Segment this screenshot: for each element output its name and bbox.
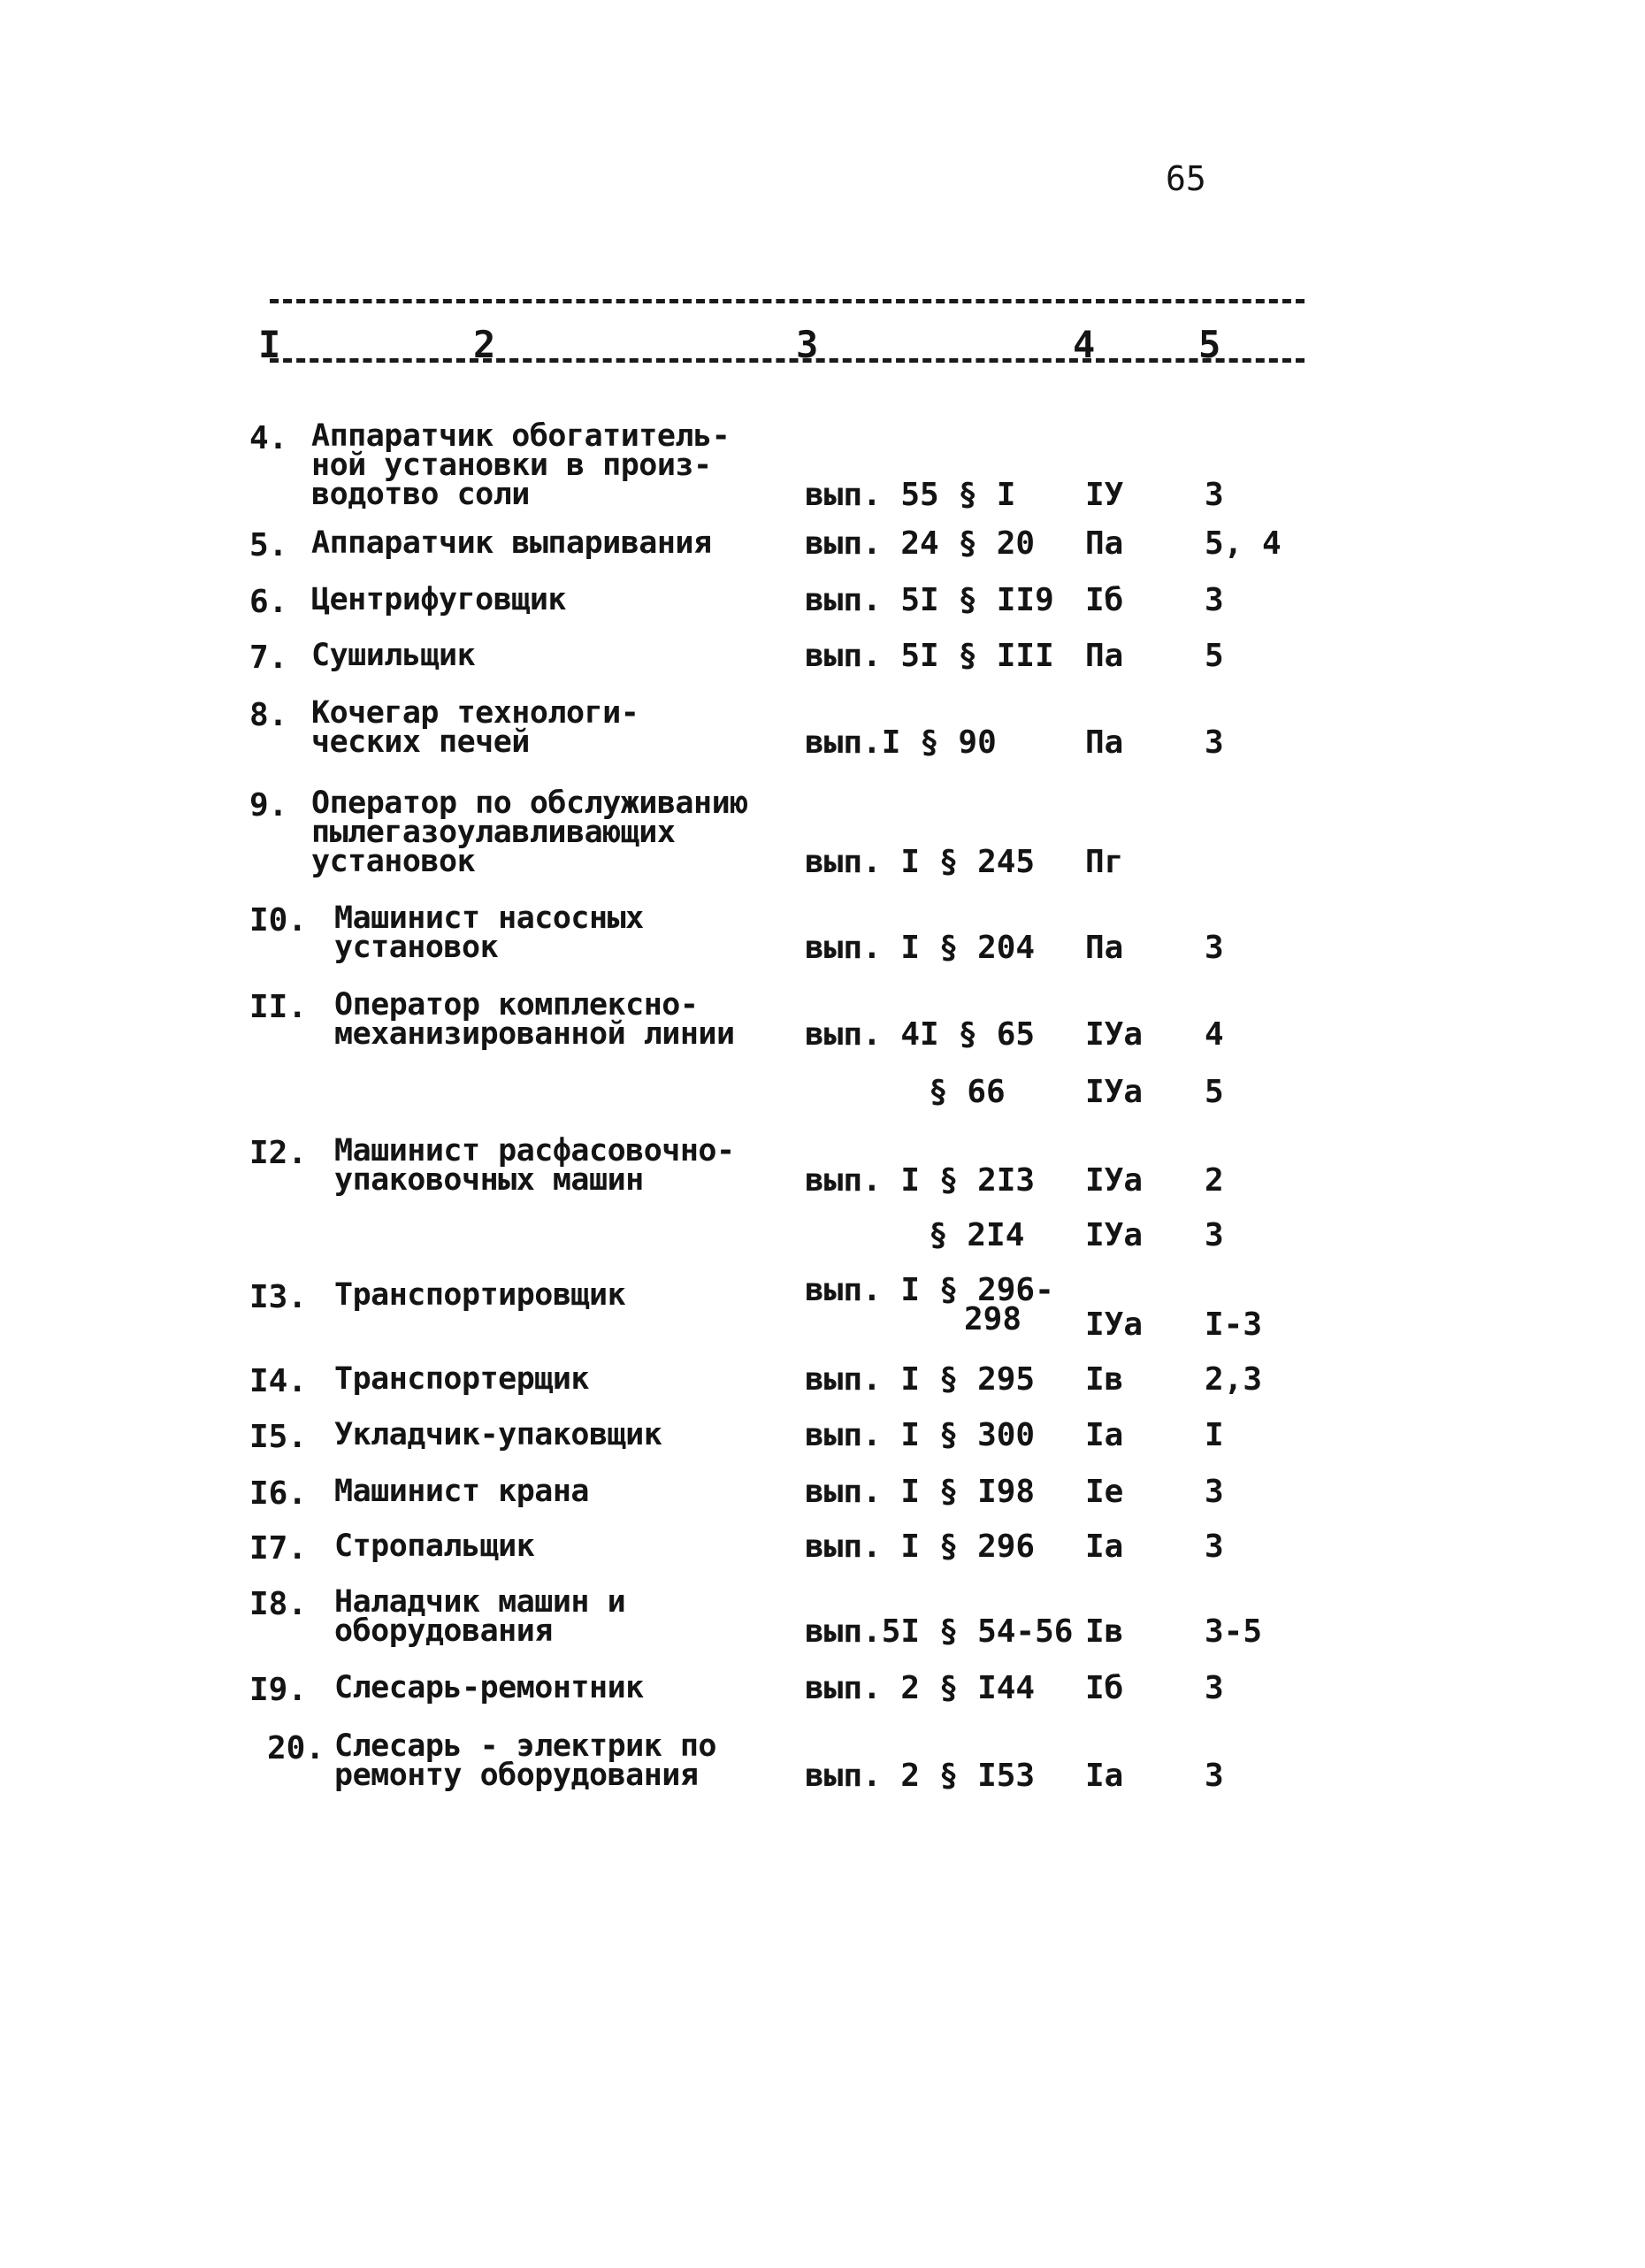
- column-header-1: I: [258, 323, 281, 366]
- page-number: 65: [1166, 159, 1206, 198]
- hazard-group: Пг: [1085, 844, 1124, 880]
- tariff-reference: вып. 2 § I53: [805, 1758, 1036, 1794]
- occupation-name-line: установок: [334, 930, 499, 965]
- occupation-name: [334, 1277, 626, 1313]
- occupation-name-line: Машинист крана: [334, 1474, 590, 1509]
- occupation-name-line: ческих печей: [311, 724, 530, 760]
- occupation-name-line: Слесарь - электрик по: [334, 1728, 717, 1764]
- occupation-name-line: Кочегар технологи-: [311, 695, 639, 731]
- hazard-group: IУа: [1085, 1217, 1144, 1253]
- row-number: I8.: [249, 1586, 308, 1622]
- hazard-group: Iв: [1085, 1361, 1124, 1398]
- row-number: I9.: [249, 1672, 308, 1708]
- grade-value: 3: [1205, 582, 1224, 618]
- occupation-name-line: Центрифуговщик: [311, 582, 567, 617]
- occupation-name: [334, 900, 644, 965]
- hazard-group: Па: [1085, 525, 1124, 562]
- occupation-name-line: Транспортерщик: [334, 1361, 590, 1397]
- column-header-3: 3: [796, 323, 819, 366]
- row-number: 6.: [249, 584, 288, 620]
- grade-value: 3-5: [1205, 1613, 1263, 1650]
- occupation-name: [311, 418, 731, 512]
- occupation-name-line: ремонту оборудования: [334, 1758, 699, 1793]
- occupation-name: [334, 987, 735, 1052]
- occupation-name: [334, 1728, 717, 1793]
- hazard-group: IУа: [1085, 1016, 1144, 1053]
- tariff-reference: вып. I § 296: [805, 1529, 1036, 1565]
- grade-value: 5: [1205, 638, 1224, 674]
- header-top-rule: [270, 299, 1305, 303]
- row-number: I5.: [249, 1419, 308, 1455]
- row-number: 9.: [249, 787, 288, 824]
- row-number: 4.: [249, 420, 288, 456]
- occupation-name-line: упаковочных машин: [334, 1162, 644, 1198]
- row-number: 7.: [249, 640, 288, 676]
- occupation-name-line: механизированной линии: [334, 1016, 735, 1052]
- grade-value: 3: [1205, 1474, 1224, 1510]
- occupation-name: [334, 1584, 626, 1649]
- tariff-reference: вып. I § I98: [805, 1474, 1036, 1510]
- hazard-group: Iв: [1085, 1613, 1124, 1650]
- tariff-reference: [805, 1272, 1054, 1337]
- column-header-2: 2: [473, 323, 496, 366]
- hazard-group: Iб: [1085, 1670, 1124, 1706]
- grade-value: 3: [1205, 1529, 1224, 1565]
- occupation-name-line: ной установки в произ-: [311, 448, 712, 483]
- occupation-name-line: Транспортировщик: [334, 1277, 626, 1313]
- tariff-reference: вып. I § 2I3: [805, 1162, 1036, 1199]
- tariff-reference-line: вып. I § 296-: [805, 1272, 1054, 1308]
- occupation-name: [334, 1474, 590, 1509]
- tariff-reference: § 66: [929, 1074, 1006, 1110]
- grade-value: 5, 4: [1205, 525, 1282, 562]
- row-number: I6.: [249, 1475, 308, 1512]
- hazard-group: Iа: [1085, 1758, 1124, 1794]
- row-number: I4.: [249, 1363, 308, 1399]
- occupation-name: [311, 785, 748, 879]
- grade-value: I: [1205, 1417, 1224, 1453]
- occupation-name-line: водотво соли: [311, 477, 530, 512]
- occupation-name-line: Оператор по обслуживанию: [311, 785, 748, 821]
- row-number: I0.: [249, 902, 308, 939]
- column-header-5: 5: [1198, 323, 1221, 366]
- tariff-reference: вып. 55 § I: [805, 477, 1016, 513]
- occupation-name-line: Машинист насосных: [334, 900, 644, 936]
- occupation-name: [334, 1417, 662, 1452]
- occupation-name-line: Аппаратчик выпаривания: [311, 525, 712, 561]
- hazard-group: IУа: [1085, 1162, 1144, 1199]
- row-number: 8.: [249, 697, 288, 733]
- tariff-reference: вып. I § 300: [805, 1417, 1036, 1453]
- occupation-name-line: Слесарь-ремонтник: [334, 1670, 644, 1705]
- occupation-name: [311, 695, 639, 760]
- tariff-reference: вып. I § 245: [805, 844, 1036, 880]
- occupation-name: [311, 638, 476, 673]
- hazard-group: Па: [1085, 724, 1124, 761]
- row-number: II.: [249, 989, 308, 1025]
- grade-value: 3: [1205, 724, 1224, 761]
- grade-value: 3: [1205, 930, 1224, 966]
- occupation-name: [334, 1361, 590, 1397]
- hazard-group: Па: [1085, 930, 1124, 966]
- column-header-4: 4: [1073, 323, 1096, 366]
- occupation-name-line: Аппаратчик обогатитель-: [311, 418, 731, 454]
- occupation-name: [334, 1133, 735, 1198]
- hazard-group: IУа: [1085, 1074, 1144, 1110]
- hazard-group: Iа: [1085, 1417, 1124, 1453]
- tariff-reference-line: 298: [964, 1301, 1022, 1337]
- tariff-reference: вып. 4I § 65: [805, 1016, 1036, 1053]
- grade-value: I-3: [1205, 1306, 1263, 1343]
- row-number: 5.: [249, 527, 288, 563]
- grade-value: 3: [1205, 477, 1224, 513]
- occupation-name: [334, 1670, 644, 1705]
- occupation-name-line: Оператор комплексно-: [334, 987, 699, 1023]
- occupation-name-line: Наладчик машин и: [334, 1584, 626, 1620]
- tariff-reference: вып. 5I § II9: [805, 582, 1054, 618]
- grade-value: 5: [1205, 1074, 1224, 1110]
- row-number: I2.: [249, 1135, 308, 1171]
- row-number: I7.: [249, 1530, 308, 1567]
- hazard-group: IУа: [1085, 1306, 1144, 1343]
- occupation-name: [311, 525, 712, 561]
- grade-value: 4: [1205, 1016, 1224, 1053]
- hazard-group: IУ: [1085, 477, 1124, 513]
- occupation-name-line: установок: [311, 844, 476, 879]
- grade-value: 2,3: [1205, 1361, 1263, 1398]
- tariff-reference: вып. I § 204: [805, 930, 1036, 966]
- tariff-reference: вып. I § 295: [805, 1361, 1036, 1398]
- hazard-group: Iб: [1085, 582, 1124, 618]
- occupation-name-line: Стропальщик: [334, 1529, 535, 1564]
- row-number: 20.: [267, 1730, 325, 1766]
- hazard-group: Па: [1085, 638, 1124, 674]
- tariff-reference: вып. 24 § 20: [805, 525, 1036, 562]
- occupation-name-line: оборудования: [334, 1613, 553, 1649]
- tariff-reference: вып. 2 § I44: [805, 1670, 1036, 1706]
- occupation-name: [311, 582, 567, 617]
- occupation-name-line: Машинист расфасовочно-: [334, 1133, 735, 1168]
- hazard-group: Iа: [1085, 1529, 1124, 1565]
- occupation-name-line: Сушильщик: [311, 638, 476, 673]
- hazard-group: Iе: [1085, 1474, 1124, 1510]
- tariff-reference: вып.I § 90: [805, 724, 997, 761]
- grade-value: 3: [1205, 1217, 1224, 1253]
- row-number: I3.: [249, 1279, 308, 1315]
- header-bottom-rule: [270, 358, 1305, 363]
- tariff-reference: § 2I4: [929, 1217, 1025, 1253]
- occupation-name-line: Укладчик-упаковщик: [334, 1417, 662, 1452]
- tariff-reference: вып. 5I § III: [805, 638, 1054, 674]
- occupation-name-line: пылегазоулавливающих: [311, 815, 676, 850]
- tariff-reference: вып.5I § 54-56: [805, 1613, 1074, 1650]
- grade-value: 3: [1205, 1758, 1224, 1794]
- grade-value: 2: [1205, 1162, 1224, 1199]
- grade-value: 3: [1205, 1670, 1224, 1706]
- occupation-name: [334, 1529, 535, 1564]
